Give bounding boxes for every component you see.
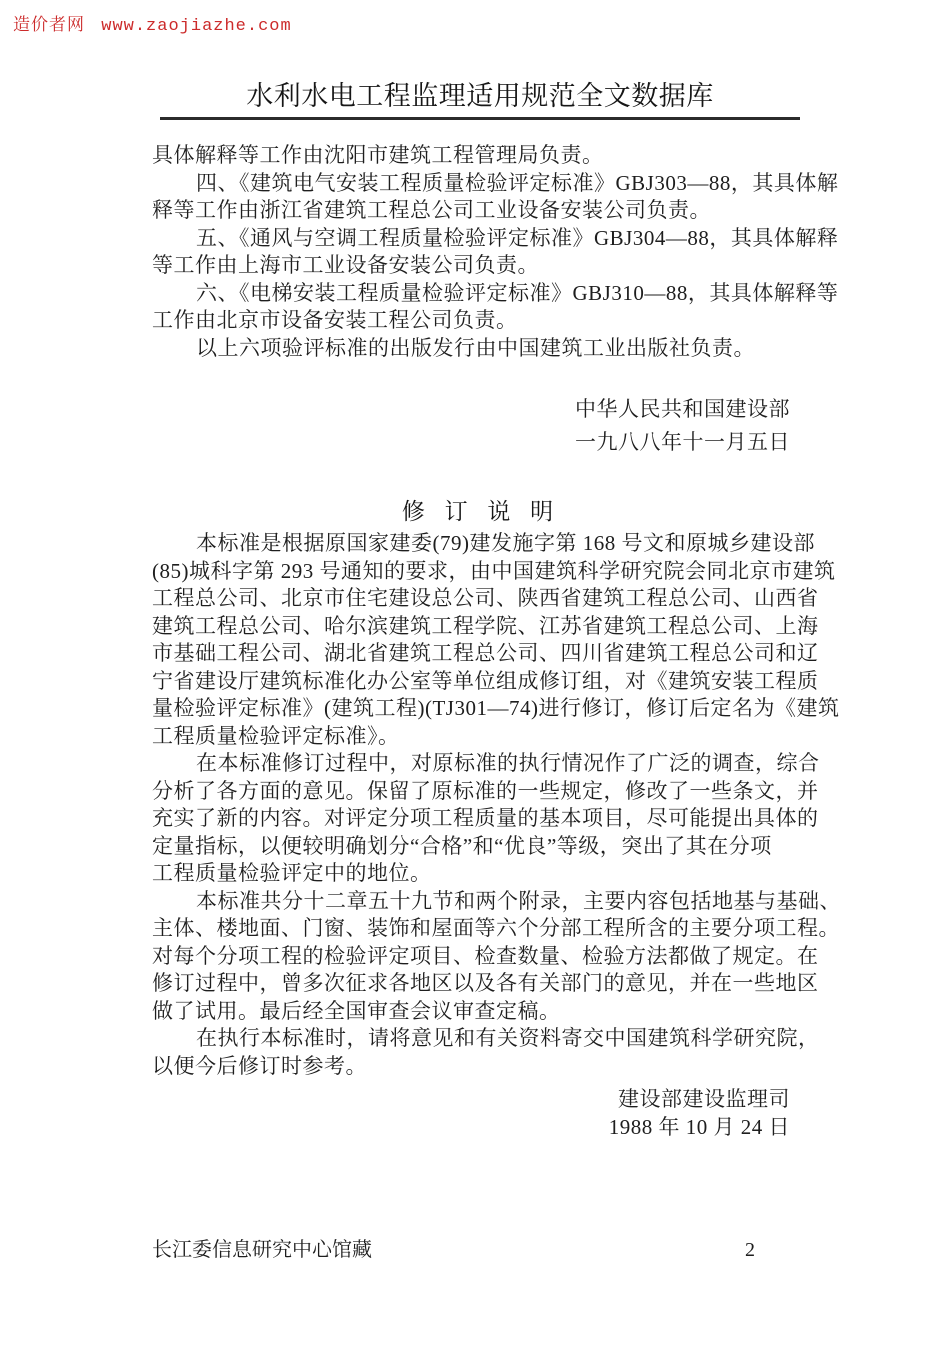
text-line: 本标准共分十二章五十九节和两个附录，主要内容包括地基与基础、: [196, 888, 841, 913]
revision-signature: [152, 1085, 810, 1141]
signature-org: 建设部建设监理司: [618, 1087, 790, 1111]
text-line: 等工作由上海市工业设备安装公司负责。: [152, 253, 539, 277]
notice-signature: [152, 393, 810, 459]
text-line: 本标准是根据原国家建委(79)建发施字第 168 号文和原城乡建设部: [196, 531, 815, 555]
watermark-url: www.zaojiazhe.com: [101, 17, 292, 36]
text-line: 主体、楼地面、门窗、装饰和屋面等六个分部工程所含的主要分项工程。: [152, 916, 840, 940]
text-line: 五、《通风与空调工程质量检验评定标准》GBJ304—88，其具体解释: [196, 225, 839, 250]
page-footer: [152, 1233, 810, 1262]
text-line: 工程质量检验评定标准》。: [152, 723, 400, 748]
text-line: 四、《建筑电气安装工程质量检验评定标准》GBJ303—88，其具体解: [196, 170, 839, 195]
text-line: 建筑工程总公司、哈尔滨建筑工程学院、江苏省建筑工程总公司、上海: [152, 613, 819, 638]
text-line: 做了试用。最后经全国审查会议审查定稿。: [152, 998, 561, 1023]
text-line: 量检验评定标准》(建筑工程)(TJ301—74)进行修订，修订后定名为《建筑: [152, 696, 840, 720]
text-line: 以便今后修订时参考。: [152, 1053, 367, 1078]
text-line: 工作由北京市设备安装工程公司负责。: [152, 308, 518, 332]
text-line: 释等工作由浙江省建筑工程总公司工业设备安装公司负责。: [152, 198, 711, 222]
text-line: (85)城科字第 293 号通知的要求，由中国建筑科学研究院会同北京市建筑: [152, 558, 836, 583]
text-line: 宁省建设厅建筑标准化办公室等单位组成修订组，对《建筑安装工程质: [152, 668, 819, 693]
revision-block: [152, 530, 841, 1080]
archive-label: 长江委信息研究中心馆藏: [152, 1239, 372, 1261]
text-line: 在本标准修订过程中，对原标准的执行情况作了广泛的调查，综合: [196, 751, 820, 775]
page-number: 2: [745, 1239, 755, 1261]
watermark: [13, 10, 292, 36]
signature-org: 中华人民共和国建设部: [575, 397, 790, 421]
text-line: 充实了新的内容。对评定分项工程质量的基本项目，尽可能提出具体的: [152, 806, 819, 830]
text-line: 分析了各方面的意见。保留了原标准的一些规定，修改了一些条文，并: [152, 778, 819, 803]
text-line: 定量指标，以便较明确划分“合格”和“优良”等级，突出了其在分项: [152, 833, 772, 858]
text-line: 市基础工程公司、湖北省建筑工程总公司、四川省建筑工程总公司和辽: [152, 641, 819, 665]
notice-block: [152, 142, 839, 362]
text-line: 以上六项验评标准的出版发行由中国建筑工业出版社负责。: [196, 335, 755, 360]
section-heading: 修 订 说 明: [401, 499, 561, 524]
text-line: 工程总公司、北京市住宅建设总公司、陕西省建筑工程总公司、山西省: [152, 586, 819, 610]
page-content: [152, 81, 841, 1141]
text-line: 六、《电梯安装工程质量检验评定标准》GBJ310—88，其具体解释等: [196, 280, 839, 305]
signature-date: 1988 年 10 月 24 日: [608, 1115, 790, 1139]
page-title: 水利水电工程监理适用规范全文数据库: [246, 81, 714, 111]
text-line: 工程质量检验评定中的地位。: [152, 861, 432, 885]
watermark-site-name: 造价者网: [13, 15, 85, 34]
text-line: 具体解释等工作由沈阳市建筑工程管理局负责。: [152, 143, 604, 167]
text-line: 修订过程中，曾多次征求各地区以及各有关部门的意见，并在一些地区: [152, 971, 819, 995]
text-line: 对每个分项工程的检验评定项目、检查数量、检验方法都做了规定。在: [152, 943, 819, 968]
signature-date: 一九八八年十一月五日: [575, 430, 790, 454]
title-rule: [160, 82, 800, 120]
text-line: 在执行本标准时，请将意见和有关资料寄交中国建筑科学研究院，: [196, 1026, 820, 1050]
